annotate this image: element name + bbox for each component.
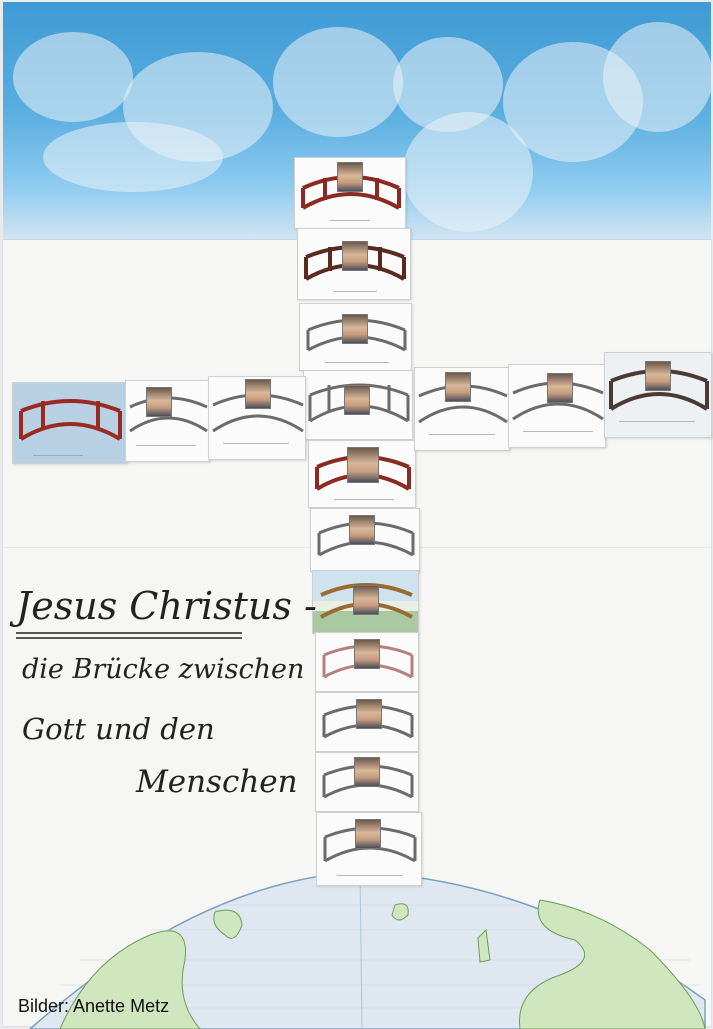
bridge-card-v10 [315, 752, 419, 812]
bridge-card-v2 [297, 228, 411, 300]
bridge-card-v1 [294, 157, 406, 229]
poster-line-4: Menschen [136, 764, 298, 800]
poster-title: Jesus Christus - [16, 584, 317, 628]
bridge-card-h6 [604, 352, 712, 438]
bridge-card-center [303, 370, 413, 440]
bridge-card-v7 [312, 570, 419, 634]
bridge-card-v8 [315, 632, 419, 692]
bridge-card-h5 [508, 364, 606, 448]
bridge-card-v11 [316, 812, 422, 886]
poster-line-3: Gott und den [22, 712, 215, 746]
title-underline [14, 630, 244, 642]
bridge-card-v3 [299, 303, 412, 371]
bridge-card-h2 [125, 380, 210, 462]
poster-line-2: die Brücke zwischen [22, 654, 305, 685]
bridge-card-h4 [414, 367, 510, 451]
bridge-card-v5 [308, 440, 416, 508]
bridge-card-v9 [315, 692, 419, 752]
bridge-card-h3 [208, 376, 306, 460]
bridge-card-v6 [310, 508, 420, 572]
photo-credit: Bilder: Anette Metz [18, 996, 170, 1016]
bridge-card-h1 [12, 382, 127, 464]
